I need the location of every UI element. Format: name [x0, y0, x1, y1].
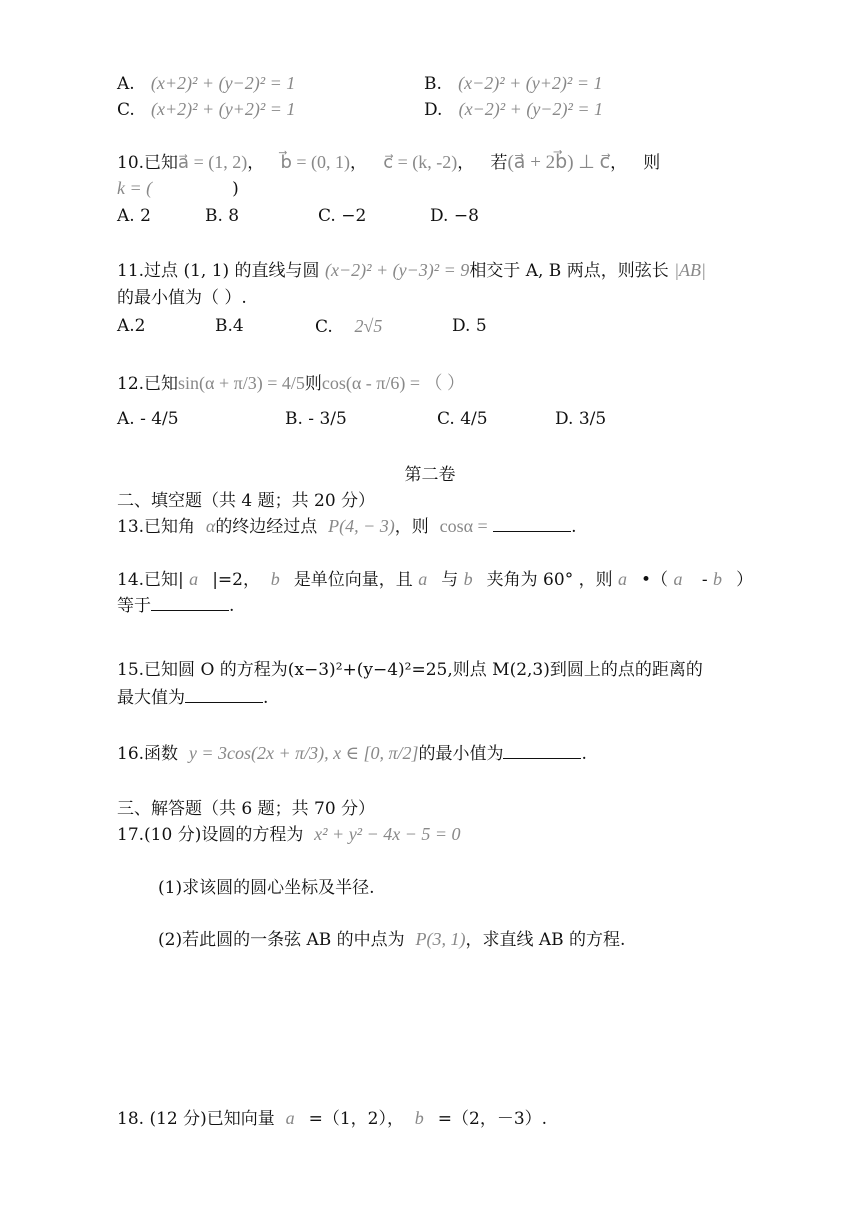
q10-option-a: A. 2 [117, 206, 151, 226]
q9-option-b: B. (x−2)² + (y+2)² = 1 [424, 73, 603, 94]
q12-option-a: A. - 4/5 [117, 409, 179, 429]
q12-option-d: D. 3/5 [555, 409, 607, 429]
q11-option-d: D. 5 [452, 316, 487, 336]
q9-option-c: C. (x+2)² + (y+2)² = 1 [117, 99, 296, 120]
q16-answer-blank[interactable] [503, 742, 581, 759]
q10-stem: 10.已知a⃗ = (1, 2)， b⃗ = (0, 1)， c⃗ = (k, -2)， 若(a⃗ + 2b⃗) ⊥ c⃗， 则 [117, 152, 661, 173]
q16-stem: 16.函数 y = 3cos(2x + π/3), x ∈ [0, π/2]的最小值为 . [117, 743, 587, 764]
q11-option-c: C. 2√5 [315, 316, 383, 337]
section3-title: 三、解答题（共 6 题；共 70 分） [117, 799, 376, 819]
q17-part2: (2)若此圆的一条弦 AB 的中点为 P(3, 1)，求直线 AB 的方程. [158, 929, 626, 950]
q14-stem: 14.已知| a⃗|=2， b⃗是单位向量，且 a⃗与 b⃗夹角为 60° ，则 a⃗•（ a⃗ - b⃗） [117, 569, 754, 590]
q11-stem-line2: 的最小值为（ ）. [117, 288, 247, 308]
part2-title: 第二卷 [404, 465, 456, 485]
q17-stem: 17.(10 分)设圆的方程为 x² + y² − 4x − 5 = 0 [117, 824, 461, 845]
q9-option-a: A. (x+2)² + (y−2)² = 1 [117, 73, 296, 94]
q18-stem: 18. (12 分)已知向量 a⃗=（1，2）， b⃗=（2，－3）. [117, 1108, 548, 1129]
q15-answer-blank[interactable] [185, 686, 263, 703]
q14-line2: 等于 . [117, 596, 235, 616]
q13-answer-blank[interactable] [493, 515, 571, 532]
q11-option-a: A.2 [117, 316, 146, 336]
q9-option-d: D. (x−2)² + (y−2)² = 1 [424, 99, 603, 120]
q10-option-c: C. −2 [318, 206, 367, 226]
q13-stem: 13.已知角 α的终边经过点 P(4, − 3)，则 cosα = . [117, 516, 577, 537]
q12-option-c: C. 4/5 [437, 409, 488, 429]
q11-option-b: B.4 [215, 316, 244, 336]
q14-answer-blank[interactable] [151, 594, 229, 611]
q10-k-line: k = ( ) [117, 178, 239, 199]
q15-stem: 15.已知圆 O 的方程为(x−3)²+(y−4)²=25,则点 M(2,3)到圆上的点的距离的 [117, 660, 703, 680]
q17-part1: (1)求该圆的圆心坐标及半径. [158, 878, 375, 898]
section2-title: 二、填空题（共 4 题；共 20 分） [117, 491, 376, 511]
q10-option-b: B. 8 [205, 206, 240, 226]
q10-option-d: D. −8 [430, 206, 479, 226]
q15-line2: 最大值为 . [117, 688, 269, 708]
q12-stem: 12.已知sin(α + π/3) = 4/5则cos(α - π/6) = （ ） [117, 373, 466, 394]
q12-option-b: B. - 3/5 [285, 409, 347, 429]
q11-stem: 11.过点 (1, 1) 的直线与圆 (x−2)² + (y−3)² = 9相交于 A, B 两点，则弦长 |AB| [117, 260, 706, 281]
